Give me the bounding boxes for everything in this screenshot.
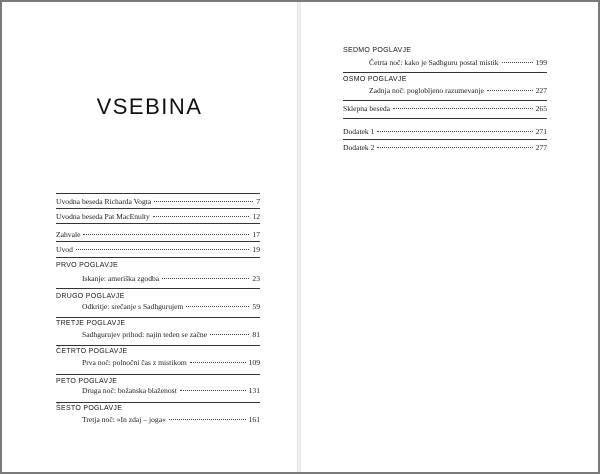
divider [56, 374, 260, 375]
leader-dots [487, 90, 533, 91]
toc-entry-afterword [343, 104, 547, 114]
toc-entry-chapter-8 [369, 86, 547, 96]
divider [56, 257, 260, 258]
toc-entry-chapter-3 [82, 330, 260, 340]
leader-dots [180, 390, 246, 391]
chapter-heading-8: OSMO POGLAVJE [343, 76, 407, 83]
divider [56, 317, 260, 318]
chapter-heading-6: ŠESTO POGLAVJE [56, 405, 123, 412]
divider [56, 241, 260, 242]
chapter-heading-3: TRETJE POGLAVJE [56, 320, 126, 327]
entry-title: Zadnja noč: poglobljeno razumevanje [369, 86, 484, 95]
entry-title: Sklepna beseda [343, 104, 391, 113]
divider [56, 208, 260, 209]
entry-title: Četrta noč: kako je Sadhguru postal mistik [369, 58, 499, 67]
toc-title: VSEBINA [96, 94, 203, 119]
leader-dots [169, 419, 246, 420]
entry-page: 109 [248, 358, 260, 367]
entry-title: Sadhgurujev prihod: najin teden se začne [82, 330, 208, 339]
entry-page: 17 [252, 230, 260, 239]
leader-dots [76, 249, 250, 250]
toc-entry-chapter-5 [82, 386, 260, 396]
divider [343, 139, 547, 140]
entry-page: 265 [535, 104, 547, 113]
entry-title: Odkritje: srečanje s Sadhgurujem [82, 302, 184, 311]
entry-page: 81 [252, 330, 260, 339]
toc-entry-introduction [56, 245, 260, 255]
toc-entry-foreword-vogt [56, 197, 260, 207]
entry-title: Uvodna beseda Pat MacEnulty [56, 212, 150, 221]
entry-page: 131 [248, 386, 260, 395]
divider [343, 72, 547, 73]
entry-page: 227 [535, 86, 547, 95]
entry-title: Dodatek 2 [343, 143, 375, 152]
leader-dots [186, 306, 249, 307]
toc-entry-chapter-6 [82, 415, 260, 425]
leader-dots [190, 362, 246, 363]
chapter-heading-4: ČETRTO POGLAVJE [56, 348, 128, 355]
toc-entry-chapter-1 [82, 274, 260, 284]
divider [56, 345, 260, 346]
toc-entry-chapter-2 [82, 302, 260, 312]
entry-title: Zahvale [56, 230, 81, 239]
leader-dots [162, 278, 249, 279]
entry-title: Prva noč: polnočni čas z mistikom [82, 358, 187, 367]
toc-entry-acknowledgements [56, 230, 260, 240]
leader-dots [377, 131, 532, 132]
entry-page: 271 [535, 127, 547, 136]
entry-page: 7 [256, 197, 260, 206]
leader-dots [83, 234, 249, 235]
chapter-heading-2: DRUGO POGLAVJE [56, 293, 125, 300]
entry-page: 199 [535, 58, 547, 67]
divider [343, 118, 547, 119]
leader-dots [377, 147, 532, 148]
entry-page: 23 [252, 274, 260, 283]
divider [56, 402, 260, 403]
right-page [301, 2, 598, 472]
divider [56, 193, 260, 194]
entry-page: 59 [252, 302, 260, 311]
leader-dots [502, 62, 533, 63]
entry-title: Uvod [56, 245, 73, 254]
chapter-heading-1: PRVO POGLAVJE [56, 262, 118, 269]
leader-dots [153, 216, 250, 217]
leader-dots [210, 334, 249, 335]
entry-page: 161 [248, 415, 260, 424]
entry-title: Uvodna beseda Richarda Vogta [56, 197, 152, 206]
entry-page: 12 [252, 212, 260, 221]
entry-title: Druga noč: božanska blaženost [82, 386, 177, 395]
chapter-heading-7: SEDMO POGLAVJE [343, 47, 412, 54]
divider [343, 100, 547, 101]
entry-page: 277 [535, 143, 547, 152]
entry-title: Iskanje: ameriška zgodba [82, 274, 160, 283]
toc-entry-appendix-1 [343, 127, 547, 137]
divider [56, 288, 260, 289]
entry-title: Dodatek 1 [343, 127, 375, 136]
left-page [2, 2, 297, 472]
entry-title: Tretja noč: »In zdaj – joga« [82, 415, 166, 424]
divider [56, 223, 260, 224]
chapter-heading-5: PETO POGLAVJE [56, 378, 118, 385]
toc-entry-foreword-macenulty [56, 212, 260, 222]
toc-entry-appendix-2 [343, 143, 547, 153]
toc-entry-chapter-4 [82, 358, 260, 368]
leader-dots [393, 108, 533, 109]
toc-entry-chapter-7 [369, 58, 547, 68]
entry-page: 19 [252, 245, 260, 254]
leader-dots [154, 201, 253, 202]
